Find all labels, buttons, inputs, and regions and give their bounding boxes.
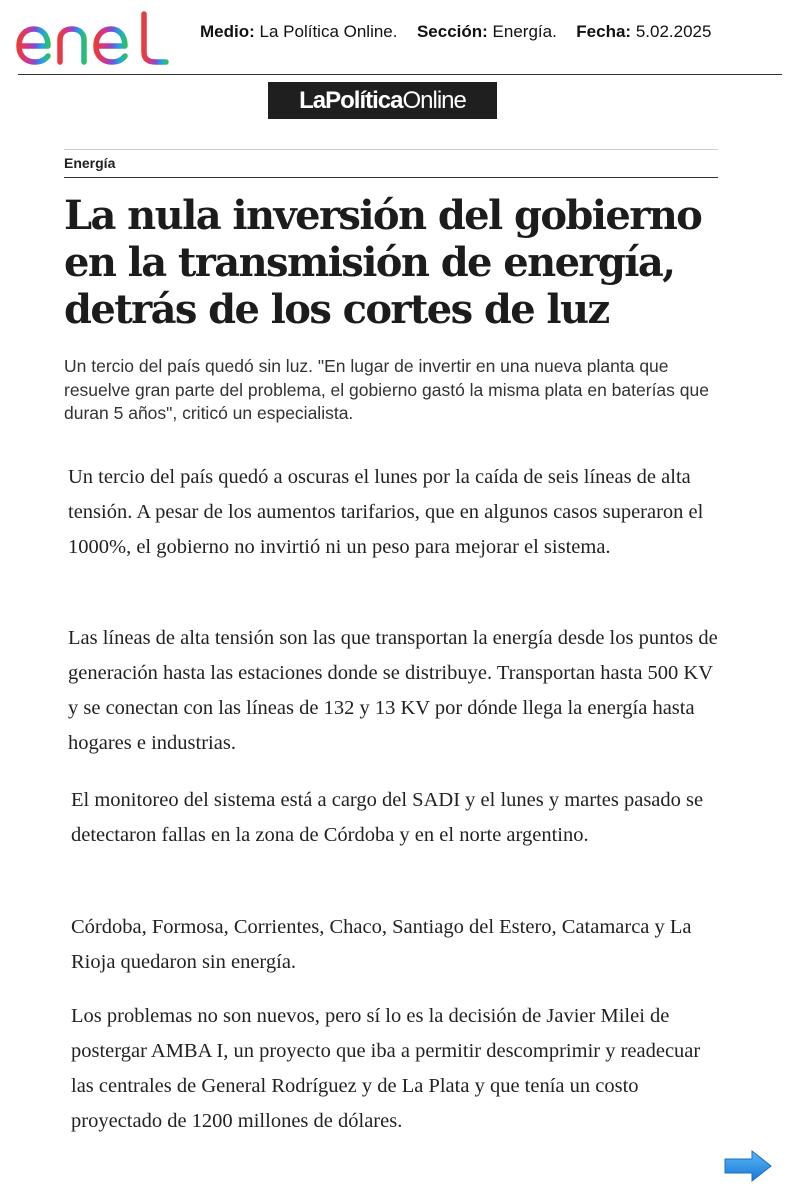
section-divider-bottom: [64, 177, 718, 178]
header-divider: [18, 74, 782, 75]
article-paragraph: Un tercio del país quedó a oscuras el lunes por la caída de seis líneas de alta tensión. A pesar de los aumentos tarifarios, que en algunos casos superaron el 1000%, el gobierno no invirtió ni un peso para mejorar el sistema.: [68, 466, 704, 558]
document-meta: [200, 22, 711, 42]
article-paragraph: Córdoba, Formosa, Corrientes, Chaco, Santiago del Estero, Catamarca y La Rioja quedaron sin energía.: [71, 916, 692, 973]
meta-value-seccion: Energía.: [492, 22, 557, 41]
publication-logo: [268, 82, 497, 119]
meta-value-fecha: 5.02.2025: [635, 22, 712, 41]
article-paragraph: Las líneas de alta tensión son las que transportan la energía desde los puntos de generación hasta las estaciones donde se distribuye. Transportan hasta 500 KV y se conectan con las líneas de 132 y 13 KV por dónde llega la energía hasta hogares e industrias.: [68, 627, 718, 754]
meta-label-medio: Medio:: [200, 22, 255, 41]
section-divider-top: [64, 149, 718, 150]
article-subtitle: Un tercio del país quedó sin luz. "En lugar de invertir en una nueva planta que resuelve gran parte del problema, el gobierno gastó la misma plata en baterías que duran 5 años", criticó un especialista.: [64, 356, 709, 423]
enel-logo: [16, 8, 172, 68]
meta-label-seccion: Sección:: [416, 22, 488, 41]
publication-logo-bold: LaPolítica: [299, 86, 403, 114]
article-paragraph: Los problemas no son nuevos, pero sí lo es la decisión de Javier Milei de postergar AMBA I, un proyecto que iba a permitir descomprimir y readecuar las centrales de General Rodríguez y de La Plata y que tenía un costo proyectado de 1200 millones de dólares.: [71, 1005, 701, 1132]
meta-label-fecha: Fecha:: [576, 22, 632, 41]
arrow-right-icon[interactable]: [722, 1148, 774, 1184]
publication-logo-regular: Online: [402, 86, 466, 114]
section-label: Energía: [64, 155, 116, 171]
meta-value-medio: La Política Online.: [259, 22, 398, 41]
article-paragraph: El monitoreo del sistema está a cargo del SADI y el lunes y martes pasado se detectaron fallas en la zona de Córdoba y en el norte argentino.: [71, 789, 704, 846]
article-headline: La nula inversión del gobierno en la transmisión de energía, detrás de los cortes de luz: [64, 192, 702, 333]
